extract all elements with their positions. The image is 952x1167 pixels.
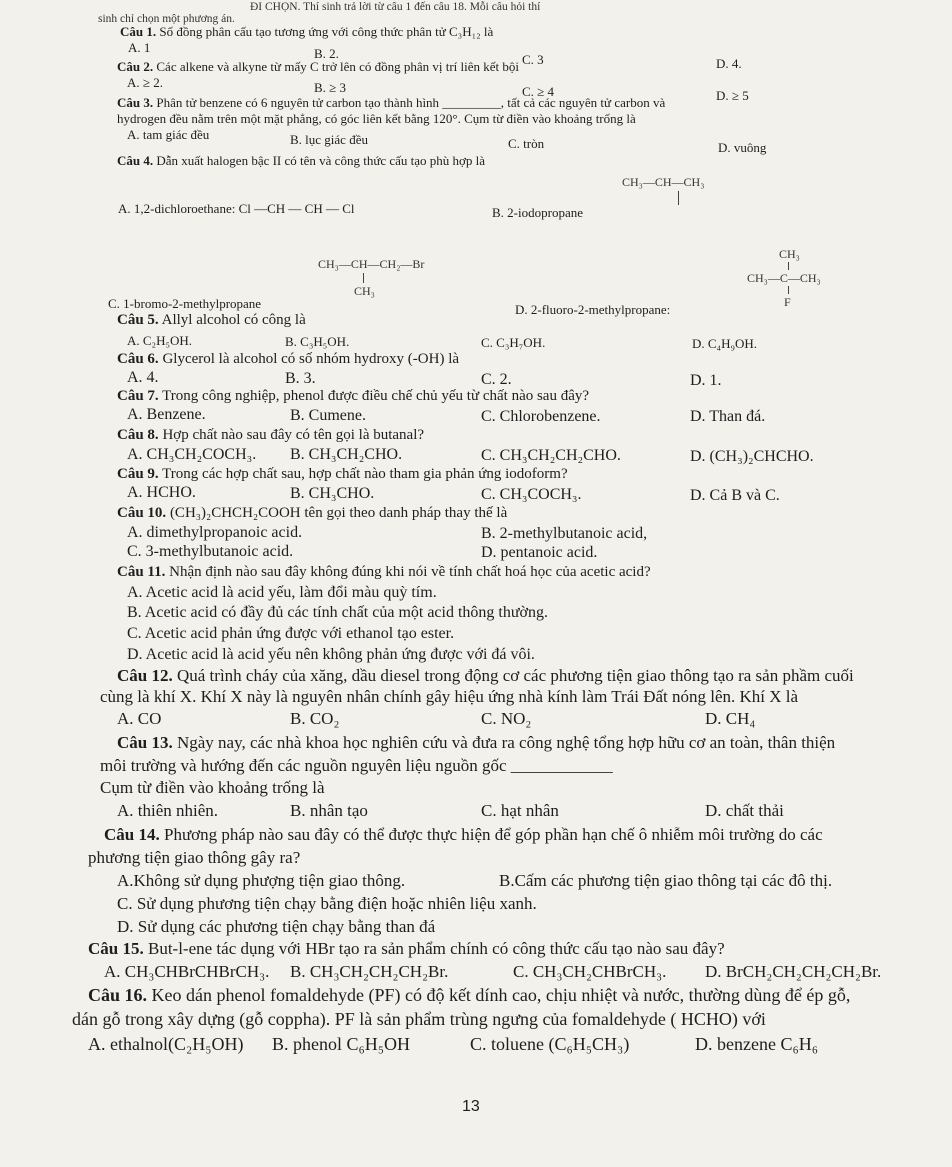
q6-option-b: B. 3. <box>285 370 316 387</box>
q4-option-c: C. 1-bromo-2-methylpropane <box>108 296 262 311</box>
q12-option-d: D. CH₄ <box>705 709 756 728</box>
q12-option-a: A. CO <box>117 709 162 728</box>
q11-option-c: C. Acetic acid phản ứng được với ethanol tạo ester. <box>127 625 455 642</box>
q3-option-d: D. vuông <box>718 140 767 155</box>
q9-option-c: C. CH₃COCH₃. <box>481 486 582 503</box>
q14-stem-1: Câu 14. Phương pháp nào sau đây có thể được thực hiện để góp phần hạn chế ô nhiễm môi trường do các <box>104 825 823 844</box>
q16-option-a: A. ethalnol(C₂H₅OH) <box>88 1034 244 1054</box>
q2-stem: Câu 2. Các alkene và alkyne từ mấy C trở lên có đồng phân vị trí liên kết bội <box>117 59 520 74</box>
q1-option-d: D. 4. <box>716 56 742 71</box>
q4-d-formula-mid: CH₃—C—CH₃ <box>747 271 821 285</box>
q13-option-d: D. chất thải <box>705 801 784 820</box>
q9-option-a: A. HCHO. <box>127 484 196 501</box>
q15-option-c: C. CH₃CH₂CHBrCH₃. <box>513 962 667 981</box>
q2-option-a: A. ≥ 2. <box>127 75 164 90</box>
q4-option-a: A. 1,2-dichloroethane: Cl —CH — CH — Cl <box>118 201 355 216</box>
q3-stem-1: Câu 3. Phân tử benzene có 6 nguyên tử carbon tạo thành hình _________, tất cả các nguyên tử carbon và <box>117 95 666 110</box>
q10-option-b: B. 2-methylbutanoic acid, <box>481 525 648 542</box>
q13-option-c: C. hạt nhân <box>481 801 559 820</box>
q4-c-formula-top: CH₃—CH—CH₂—Br <box>318 257 425 271</box>
q13-stem-2: môi trường và hướng đến các nguồn nguyên liệu nguồn gốc ____________ <box>100 756 613 775</box>
q11-stem: Câu 11. Nhận định nào sau đây không đúng khi nói về tính chất hoá học của acetic acid? <box>117 564 651 580</box>
q3-option-a: A. tam giác đều <box>127 127 210 142</box>
q13-option-a: A. thiên nhiên. <box>117 801 219 820</box>
q7-stem: Câu 7. Trong công nghiệp, phenol được điều chế chủ yếu từ chất nào sau đây? <box>117 388 590 404</box>
q7-option-d: D. Than đá. <box>690 408 766 425</box>
q15-option-a: A. CH₃CHBrCHBrCH₃. <box>104 962 270 981</box>
q15-stem: Câu 15. But-l-ene tác dụng với HBr tạo ra sản phẩm chính có công thức cấu tạo nào sau đây? <box>88 939 725 958</box>
q16-stem-1: Câu 16. Keo dán phenol fomaldehyde (PF) có độ kết dính cao, chịu nhiệt và nước, thường dùng để ép gỗ, <box>88 985 851 1005</box>
q4-option-b: B. 2-iodopropane <box>492 205 583 220</box>
q7-option-b: B. Cumene. <box>290 407 366 424</box>
page-number: 13 <box>462 1098 480 1115</box>
q6-stem: Câu 6. Glycerol là alcohol có số nhóm hydroxy (-OH) là <box>117 351 460 367</box>
q14-option-b: B.Cấm các phương tiện giao thông tại các đô thị. <box>499 871 833 890</box>
q12-option-c: C. NO₂ <box>481 709 532 728</box>
q4-c-formula-bot: CH₃ <box>354 284 375 298</box>
q2-option-c: C. ≥ 4 <box>522 84 555 99</box>
q16-stem-2: dán gỗ trong xây dựng (gỗ coppha). PF là sản phẩm trùng ngưng của fomaldehyde ( HCHO) với <box>72 1009 766 1029</box>
q13-stem-1: Câu 13. Ngày nay, các nhà khoa học nghiên cứu và đưa ra công nghệ tổng hợp hữu cơ an toàn, thân thiện <box>117 733 836 752</box>
q14-option-c: C. Sử dụng phương tiện chạy bằng điện hoặc nhiên liệu xanh. <box>117 894 537 913</box>
q2-option-d: D. ≥ 5 <box>716 88 749 103</box>
q5-option-d: D. C₄H₉OH. <box>692 336 758 351</box>
q3-option-c: C. tròn <box>508 136 545 151</box>
q9-option-b: B. CH₃CHO. <box>290 485 375 502</box>
q4-c-bond <box>363 273 364 283</box>
q13-option-b: B. nhân tạo <box>290 801 368 820</box>
q6-option-a: A. 4. <box>127 369 159 386</box>
q11-option-d: D. Acetic acid là acid yếu nên không phản ứng được với đá vôi. <box>127 646 535 663</box>
q4-d-bond-bot <box>788 286 789 294</box>
q8-stem: Câu 8. Hợp chất nào sau đây có tên gọi là butanal? <box>117 427 425 443</box>
q16-option-c: C. toluene (C₆H₅CH₃) <box>470 1034 630 1054</box>
q11-option-a: A. Acetic acid là acid yếu, làm đổi màu quỳ tím. <box>127 584 437 601</box>
q3-option-b: B. lục giác đều <box>290 132 368 147</box>
q1-option-b: B. 2. <box>314 46 339 61</box>
q16-option-b: B. phenol C₆H₅OH <box>272 1034 411 1054</box>
q16-option-d: D. benzene C₆H₆ <box>695 1034 819 1054</box>
q5-option-c: C. C₃H₇OH. <box>481 335 546 350</box>
q8-option-c: C. CH₃CH₂CH₂CHO. <box>481 447 621 464</box>
q14-stem-2: phương tiện giao thông gây ra? <box>88 848 301 867</box>
q4-stem: Câu 4. Dẫn xuất halogen bậc II có tên và công thức cấu tạo phù hợp là <box>117 153 486 168</box>
q8-option-b: B. CH₃CH₂CHO. <box>290 446 403 463</box>
q14-option-a: A.Không sử dụng phượng tiện giao thông. <box>117 871 406 890</box>
q2-option-b: B. ≥ 3 <box>314 80 347 95</box>
q13-stem-3: Cụm từ điền vào khoảng trống là <box>100 778 325 797</box>
q5-option-a: A. C₂H₅OH. <box>127 333 193 348</box>
q12-stem-2: cùng là khí X. Khí X này là nguyên nhân chính gây hiệu ứng nhà kính làm Trái Đất nóng lên. Khí X là <box>100 687 799 706</box>
q12-option-b: B. CO₂ <box>290 709 340 728</box>
q8-option-a: A. CH₃CH₂COCH₃. <box>127 446 257 463</box>
intro-line-2: sinh chỉ chọn một phương án. <box>98 13 235 25</box>
q6-option-c: C. 2. <box>481 371 512 388</box>
q8-option-d: D. (CH₃)₂CHCHO. <box>690 448 814 465</box>
q3-stem-2: hydrogen đều nằm trên một mặt phẳng, có góc liên kết bằng 120°. Cụm từ điền vào khoảng trống là <box>117 111 636 126</box>
q10-option-d: D. pentanoic acid. <box>481 544 598 561</box>
q4-d-formula-bot: F <box>784 295 791 309</box>
q12-stem-1: Câu 12. Quá trình cháy của xăng, dầu diesel trong động cơ các phương tiện giao thông tạo ra sản phầm cuối <box>117 666 854 685</box>
q15-option-d: D. BrCH₂CH₂CH₂CH₂Br. <box>705 962 882 981</box>
q14-option-d: D. Sử dụng các phương tiện chạy bằng than đá <box>117 917 436 936</box>
q4-b-formula: CH₃—CH—CH₃ <box>622 175 705 189</box>
q7-option-c: C. Chlorobenzene. <box>481 408 601 425</box>
q15-option-b: B. CH₃CH₂CH₂CH₂Br. <box>290 962 449 981</box>
q9-option-d: D. Cả B và C. <box>690 487 780 504</box>
q4-d-formula-top: CH₃ <box>779 247 800 261</box>
q4-d-bond-top <box>788 262 789 270</box>
q11-option-b: B. Acetic acid có đầy đủ các tính chất của một acid thông thường. <box>127 604 548 621</box>
q9-stem: Câu 9. Trong các hợp chất sau, hợp chất nào tham gia phản ứng iodoform? <box>117 466 568 482</box>
q5-option-b: B. C₃H₅OH. <box>285 334 350 349</box>
q10-stem: Câu 10. (CH₃)₂CHCH₂COOH tên gọi theo danh pháp thay thế là <box>117 505 508 521</box>
q4-b-bond <box>678 191 679 205</box>
q1-option-a: A. 1 <box>128 40 151 55</box>
q1-option-c: C. 3 <box>522 52 544 67</box>
q5-stem: Câu 5. Allyl alcohol có công là <box>117 312 306 328</box>
q4-option-d: D. 2-fluoro-2-methylpropane: <box>515 302 671 317</box>
q6-option-d: D. 1. <box>690 372 722 389</box>
q10-option-c: C. 3-methylbutanoic acid. <box>127 543 294 560</box>
q7-option-a: A. Benzene. <box>127 406 206 423</box>
q10-option-a: A. dimethylpropanoic acid. <box>127 524 303 541</box>
q1-stem: Câu 1. Số đồng phân cấu tạo tương ứng với công thức phân tử C₃H₁₂ là <box>120 24 494 39</box>
intro-line-1: ĐI CHỌN. Thí sinh trả lời từ câu 1 đến câu 18. Mỗi câu hỏi thí <box>250 1 541 13</box>
